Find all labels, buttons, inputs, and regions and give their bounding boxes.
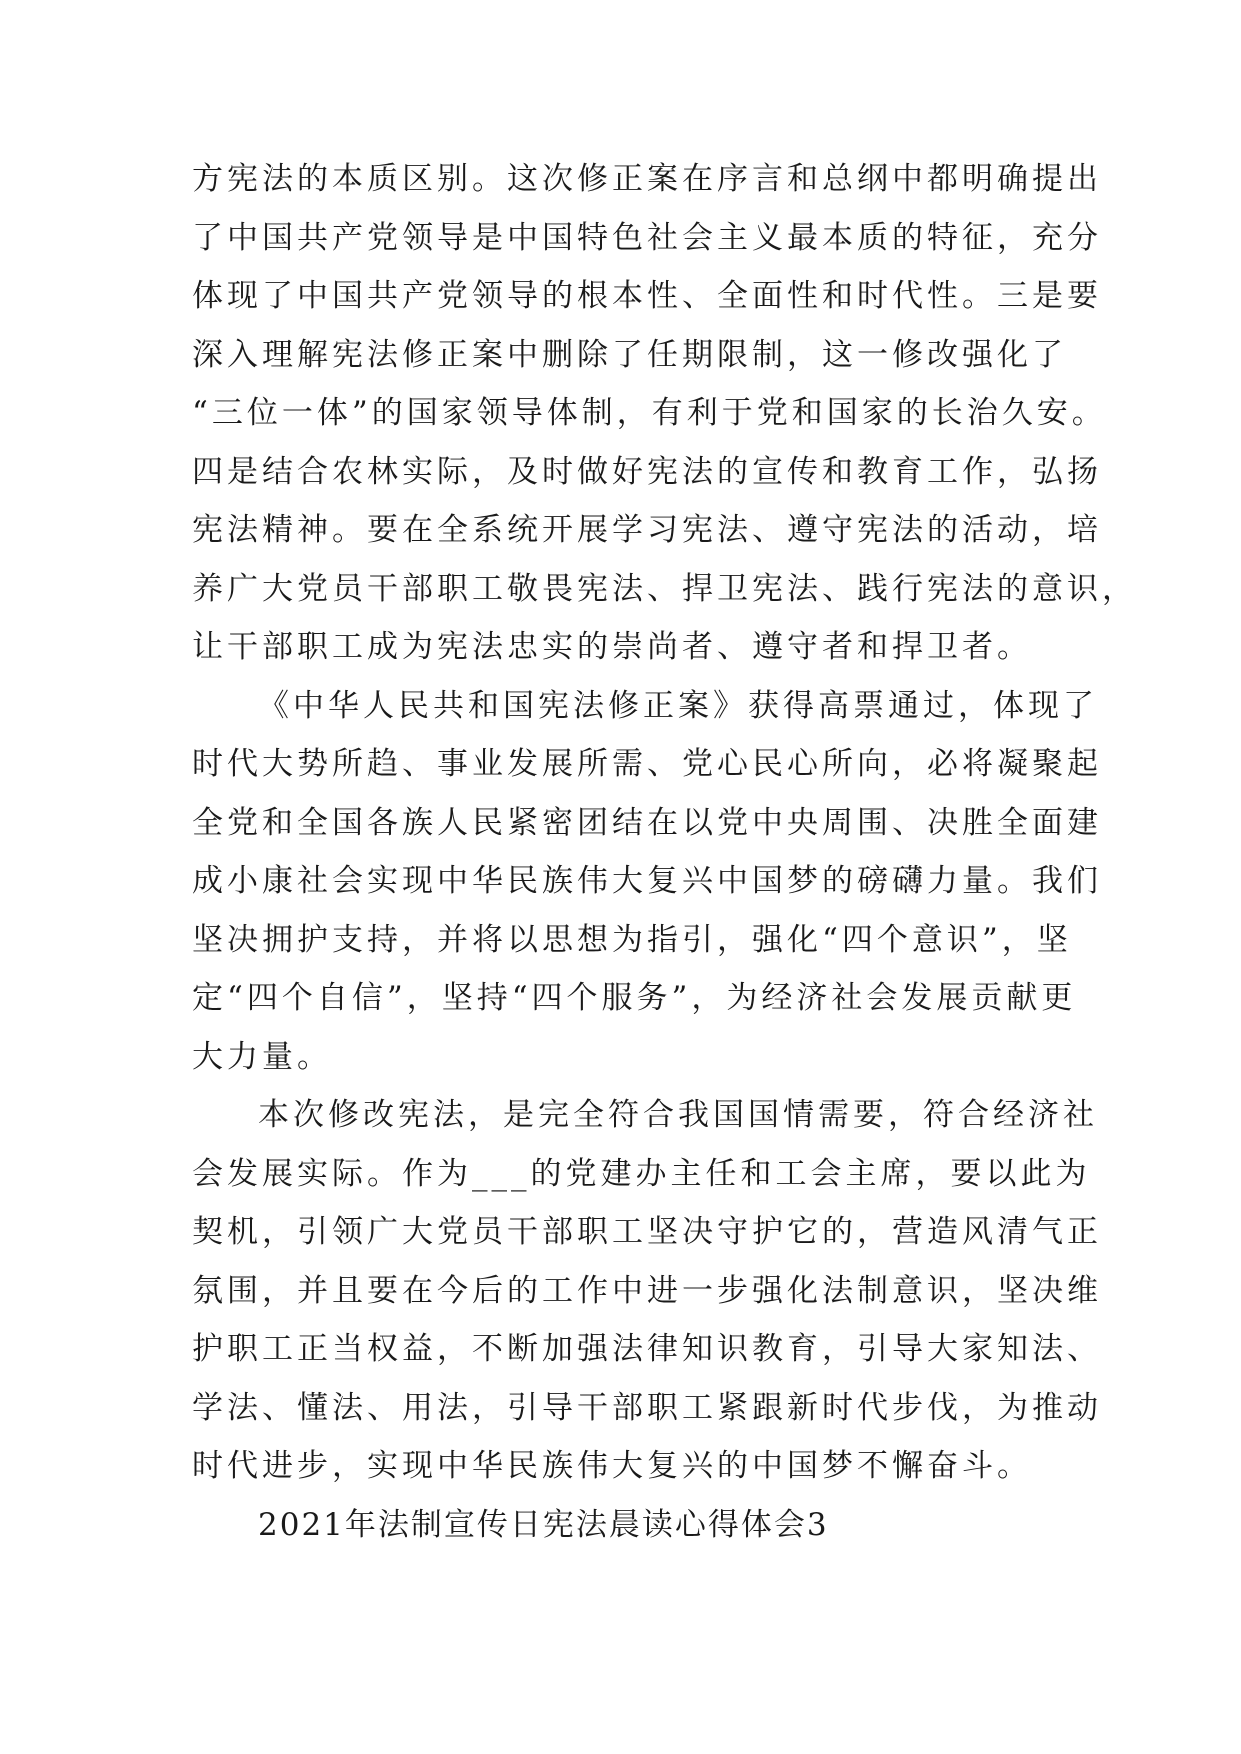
text-line: 本次修改宪法，是完全符合我国国情需要，符合经济社: [258, 1097, 1098, 1133]
paragraph-3: [192, 1086, 1102, 1496]
text-line: “三位一体”的国家领导体制，有利于党和国家的长治久安。: [192, 395, 1107, 431]
text-line: 学法、懂法、用法，引导干部职工紧跟新时代步伐，为推动: [192, 1389, 1102, 1426]
text-line: 《中华人民共和国宪法修正案》获得高票通过，体现了: [258, 687, 1098, 724]
text-line: 护职工正当权益，不断加强法律知识教育，引导大家知法、: [192, 1331, 1102, 1367]
text-line: 会发展实际。作为___的党建办主任和工会主席，要以此为: [192, 1155, 1091, 1192]
text-line: 宪法精神。要在全系统开展学习宪法、遵守宪法的活动，培: [192, 512, 1102, 548]
text-line: 时代大势所趋、事业发展所需、党心民心所向，必将凝聚起: [192, 746, 1102, 782]
text-line: 成小康社会实现中华民族伟大复兴中国梦的磅礴力量。我们: [192, 863, 1102, 899]
text-line: 定“四个自信”，坚持“四个服务”，为经济社会发展贡献更: [192, 980, 1077, 1016]
section-heading: 2021年法制宣传日宪法晨读心得体会3: [258, 1506, 829, 1543]
paragraph-1: [192, 150, 1137, 677]
paragraph-2: [192, 677, 1102, 1087]
text-line: 方宪法的本质区别。这次修正案在序言和总纲中都明确提出: [192, 161, 1102, 197]
text-line: 了中国共产党领导是中国特色社会主义最本质的特征，充分: [192, 219, 1102, 256]
text-line: 养广大党员干部职工敬畏宪法、捍卫宪法、践行宪法的意识，: [192, 570, 1137, 607]
text-line: 大力量。: [192, 1038, 332, 1075]
text-line: 全党和全国各族人民紧密团结在以党中央周围、决胜全面建: [192, 804, 1102, 841]
text-line: 四是结合农林实际，及时做好宪法的宣传和教育工作，弘扬: [192, 453, 1102, 490]
text-line: 坚决拥护支持，并将以思想为指引，强化“四个意识”，坚: [192, 921, 1072, 958]
document-body: [192, 150, 1137, 1554]
text-line: 契机，引领广大党员干部职工坚决守护它的，营造风清气正: [192, 1214, 1102, 1250]
text-line: 时代进步，实现中华民族伟大复兴的中国梦不懈奋斗。: [192, 1448, 1032, 1484]
text-line: 深入理解宪法修正案中删除了任期限制，这一修改强化了: [192, 336, 1067, 373]
text-line: 让干部职工成为宪法忠实的崇尚者、遵守者和捍卫者。: [192, 629, 1032, 665]
text-line: 氛围，并且要在今后的工作中进一步强化法制意识，坚决维: [192, 1272, 1102, 1309]
text-line: 体现了中国共产党领导的根本性、全面性和时代性。三是要: [192, 278, 1102, 314]
